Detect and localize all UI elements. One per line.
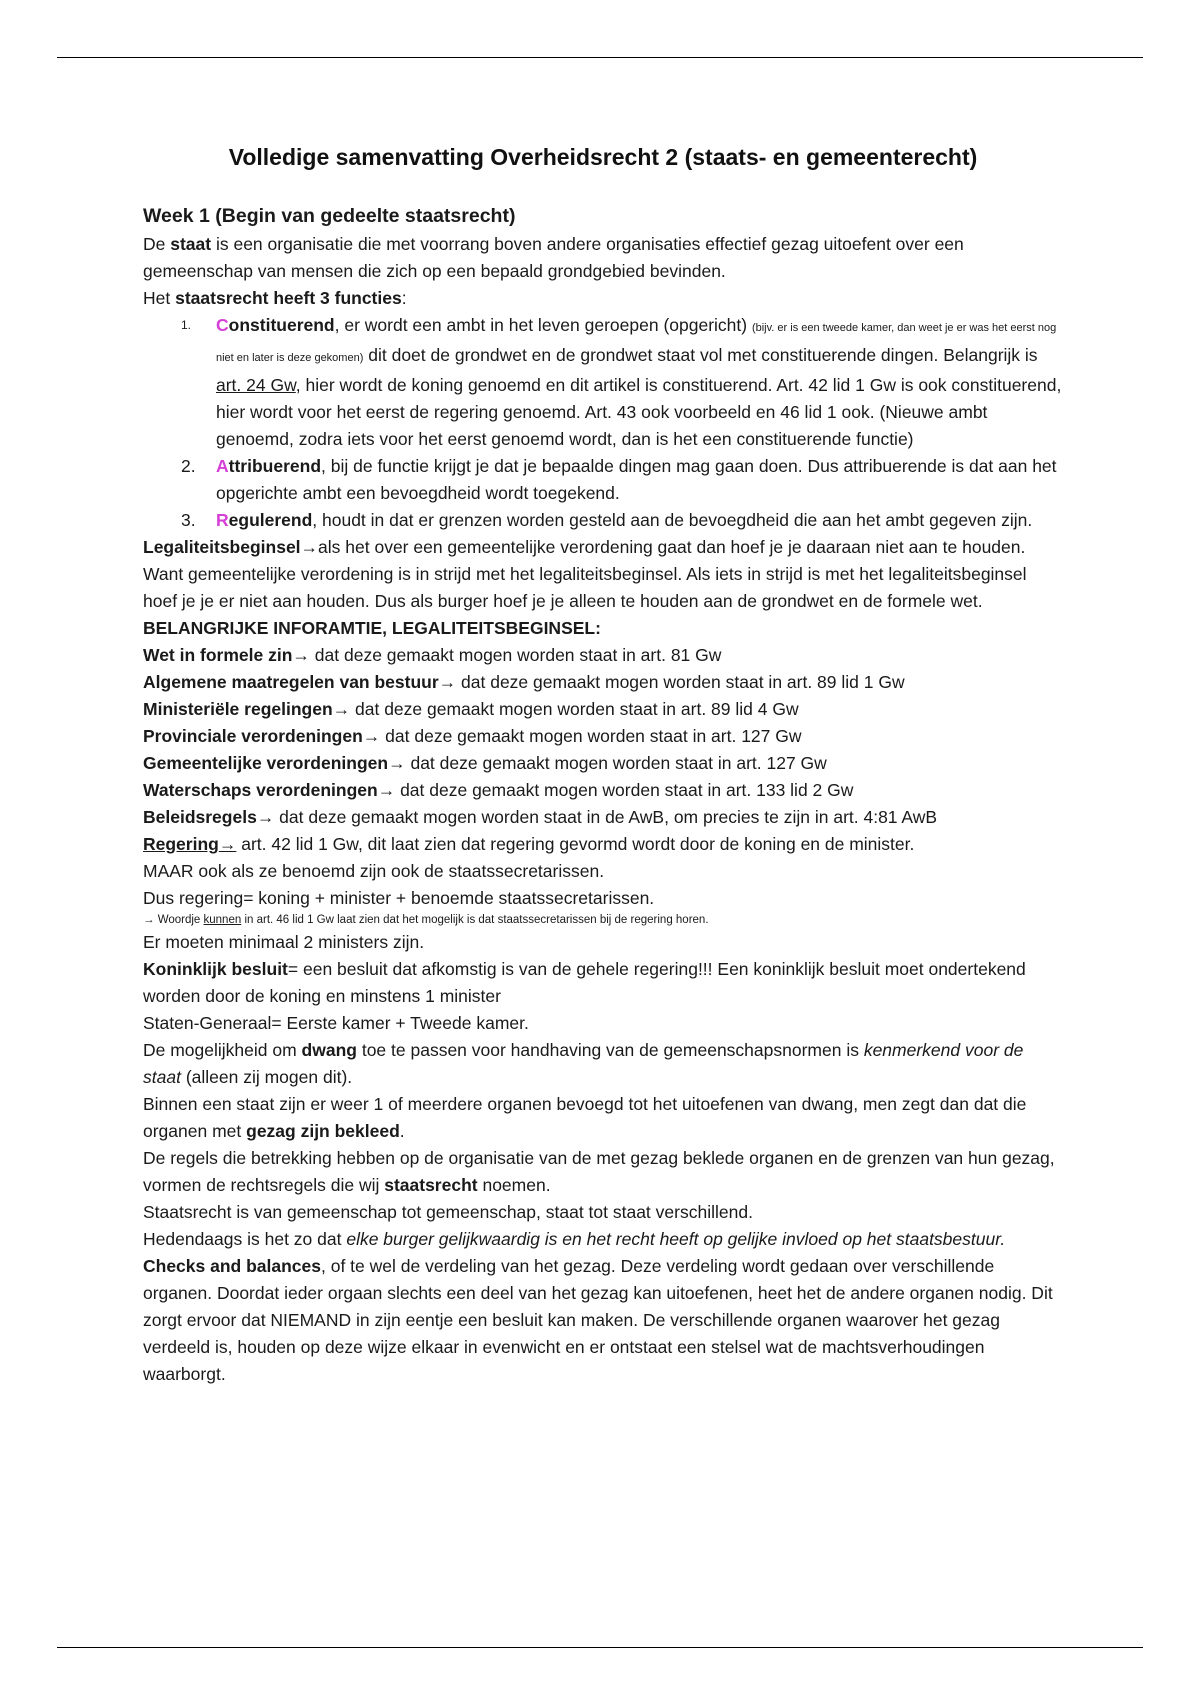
hedendaags-paragraph xyxy=(143,1226,1063,1253)
dus-line: Dus regering= koning + minister + benoemde staatssecretarissen. xyxy=(143,888,655,908)
text: , of te wel de verdeling van het gezag. Deze verdeling wordt gedaan over verschillende organen. Doordat ieder orgaan slechts een deel van het gezag kan uitoefenen, heet het de andere organen nodig. Dit zorgt ervoor dat NIEMAND in zijn eentje een besluit kan maken. De verschillende organen waarover het gezag verdeeld is, houden op deze wijze elkaar in evenwicht en er ontstaat een stelsel wat de machtsverhoudingen waarborgt. xyxy=(143,1256,1053,1384)
text: , houdt in dat er grenzen worden gesteld aan de bevoegdheid die aan het ambt gegeven zijn. xyxy=(312,510,1033,530)
text: Het xyxy=(143,288,176,308)
gezag-paragraph xyxy=(143,1091,1063,1145)
text: Binnen een staat zijn er weer 1 of meerdere organen bevoegd tot het uitoefenen van dwang, men zegt dan dat die organen met xyxy=(143,1094,1027,1141)
list-item xyxy=(143,312,1063,453)
text: (alleen zij mogen dit). xyxy=(180,1067,353,1087)
arrow-icon: → xyxy=(300,537,319,557)
bold-text: Koninklijk besluit xyxy=(143,959,288,979)
text: , bij de functie krijgt je dat je bepaalde dingen mag gaan doen. Dus attribuerende is dat aan het opgerichte ambt een bevoegdheid wordt toegekend. xyxy=(216,456,1057,503)
verschillend-line: Staatsrecht is van gemeenschap tot gemeenschap, staat tot staat verschillend. xyxy=(143,1202,753,1222)
koninklijk-besluit-paragraph xyxy=(143,956,1063,1010)
arrow-icon: → xyxy=(388,753,406,773)
text: : xyxy=(401,288,407,308)
bold-text: staatsrecht xyxy=(384,1175,478,1195)
text: noemen. xyxy=(477,1175,551,1195)
text: dat deze gemaakt mogen worden staat in art. 81 Gw xyxy=(309,645,722,665)
text: dat deze gemaakt mogen worden staat in art. 127 Gw xyxy=(405,753,827,773)
arrow-icon: → xyxy=(362,726,381,746)
text: = een besluit dat afkomstig is van de gehele regering!!! Een koninklijk besluit moet ondertekend worden door de koning en minstens 1 minister xyxy=(143,959,1026,1006)
bold-text: onstituerend xyxy=(228,315,335,335)
functions-list xyxy=(143,312,1063,534)
text: , hier wordt de koning genoemd en dit artikel is constituerend. Art. 42 lid 1 Gw is ook constituerend, hier wordt voor het eerst de regering genoemd. Art. 43 ook voorbeeld en 46 lid 1 ook. (Nieuwe ambt genoemd, zodra iets voor het eerst genoemd wordt, dan is het een constituerende functie) xyxy=(216,375,1062,449)
bold-text: Regering xyxy=(143,834,219,854)
ministers-line: Er moeten minimaal 2 ministers zijn. xyxy=(143,932,425,952)
arrow-icon: → xyxy=(143,914,155,926)
bold-text: Checks and balances xyxy=(143,1256,321,1276)
text: De xyxy=(143,234,171,254)
regulation-line xyxy=(143,750,1063,777)
arrow-icon: → xyxy=(292,645,310,665)
text: dat deze gemaakt mogen worden staat in art. 133 lid 2 Gw xyxy=(395,780,854,800)
text: is een organisatie die met voorrang boven andere organisaties effectief gezag uitoefent over een gemeenschap van mensen die zich op een bepaald grondgebied bevinden. xyxy=(143,234,964,281)
week-heading: Week 1 (Begin van gedeelte staatsrecht) xyxy=(143,205,516,227)
highlight-letter: A xyxy=(216,456,229,476)
small-note-line xyxy=(143,912,1063,929)
regering-line xyxy=(143,831,1063,858)
italic-text: kenmerkend voor de staat xyxy=(143,1040,1024,1087)
bottom-rule xyxy=(57,1647,1143,1648)
bold-text: BELANGRIJKE INFORAMTIE, LEGALITEITSBEGINSEL: xyxy=(143,618,601,638)
bold-text: Provinciale verordeningen xyxy=(143,726,363,746)
text: in art. 46 lid 1 Gw laat zien dat het mogelijk is dat staatssecretarissen bij de regering horen. xyxy=(241,914,709,926)
document-title: Volledige samenvatting Overheidsrecht 2 (staats- en gemeenterecht) xyxy=(228,144,978,170)
bold-text: Beleidsregels xyxy=(143,807,257,827)
staten-generaal-line: Staten-Generaal= Eerste kamer + Tweede kamer. xyxy=(143,1013,529,1033)
text: dit doet de grondwet en de grondwet staat vol met constituerende dingen. Belangrijk is xyxy=(363,345,1038,365)
staatsrecht-intro xyxy=(143,285,1063,312)
list-item xyxy=(143,507,1063,534)
text: De mogelijkheid om xyxy=(143,1040,302,1060)
arrow-icon: → xyxy=(377,780,396,800)
underlined-text: art. 24 Gw xyxy=(216,375,296,395)
highlight-letter: C xyxy=(216,315,229,335)
staat-definition xyxy=(143,231,1063,285)
legaliteitsbeginsel-paragraph xyxy=(143,534,1063,615)
text: dat deze gemaakt mogen worden staat in art. 127 Gw xyxy=(380,726,802,746)
document-body xyxy=(143,140,1063,1388)
italic-text: elke burger gelijkwaardig is en het recht heeft op gelijke invloed op het staatsbestuur. xyxy=(346,1229,1006,1249)
dwang-paragraph xyxy=(143,1037,1063,1091)
bold-text: egulerend xyxy=(228,510,313,530)
text: dat deze gemaakt mogen worden staat in art. 89 lid 4 Gw xyxy=(350,699,799,719)
regulation-line xyxy=(143,777,1063,804)
bold-text: Waterschaps verordeningen xyxy=(143,780,378,800)
text: als het over een gemeentelijke verordening gaat dan hoef je je daaraan niet aan te houden. Want gemeentelijke verordening is in strijd met het legaliteitsbeginsel. Als iets in strijd is met het legaliteitsbeginsel hoef je je er niet aan houden. Dus als burger hoef je je alleen te houden aan de grondwet en de formele wet. xyxy=(143,537,1027,611)
list-number: 1. xyxy=(181,318,192,332)
text: . xyxy=(399,1121,405,1141)
regulation-line xyxy=(143,696,1063,723)
small-note: (bijv. er is een tweede kamer, dan weet je er was het eerst nog niet en later is deze gekomen) xyxy=(216,322,1057,364)
text: , er wordt een ambt in het leven geroepen (opgericht) xyxy=(334,315,752,335)
list-number: 3. xyxy=(181,510,196,530)
arrow-icon: → xyxy=(218,834,237,854)
bold-text: Gemeentelijke verordeningen xyxy=(143,753,389,773)
highlight-letter: R xyxy=(216,510,229,530)
arrow-icon: → xyxy=(256,807,275,827)
regering-label xyxy=(143,834,236,854)
bold-text: staat xyxy=(170,234,212,254)
text: De regels die betrekking hebben op de organisatie van de met gezag beklede organen en de grenzen van hun gezag, vormen de rechtsregels die wij xyxy=(143,1148,1055,1195)
regulation-line xyxy=(143,669,1063,696)
checks-and-balances-paragraph xyxy=(143,1253,1063,1388)
bold-text: Wet in formele zin xyxy=(143,645,293,665)
list-number: 2. xyxy=(181,456,196,476)
text: Woordje xyxy=(154,914,204,926)
top-rule xyxy=(57,57,1143,58)
bold-text: gezag zijn bekleed xyxy=(246,1121,400,1141)
bold-text: staatsrecht heeft 3 functies xyxy=(175,288,402,308)
bold-text: ttribuerend xyxy=(228,456,322,476)
text: art. 42 lid 1 Gw, dit laat zien dat regering gevormd wordt door de koning en de minister. xyxy=(236,834,915,854)
regulation-line xyxy=(143,804,1063,831)
bold-text: dwang xyxy=(301,1040,357,1060)
underlined-text: kunnen xyxy=(203,914,242,926)
bold-text: Legaliteitsbeginsel xyxy=(143,537,301,557)
text: dat deze gemaakt mogen worden staat in de AwB, om precies te zijn in art. 4:81 AwB xyxy=(274,807,938,827)
maar-line: MAAR ook als ze benoemd zijn ook de staatssecretarissen. xyxy=(143,861,605,881)
info-heading xyxy=(143,615,1063,642)
regulation-line xyxy=(143,723,1063,750)
arrow-icon: → xyxy=(332,699,351,719)
bold-text: Algemene maatregelen van bestuur xyxy=(143,672,439,692)
text: toe te passen voor handhaving van de gemeenschapsnormen is xyxy=(356,1040,864,1060)
regels-paragraph xyxy=(143,1145,1063,1199)
text: Hedendaags is het zo dat xyxy=(143,1229,347,1249)
arrow-icon: → xyxy=(438,672,457,692)
list-item xyxy=(143,453,1063,507)
bold-text: Ministeriële regelingen xyxy=(143,699,333,719)
text: dat deze gemaakt mogen worden staat in art. 89 lid 1 Gw xyxy=(456,672,905,692)
regulation-line xyxy=(143,642,1063,669)
